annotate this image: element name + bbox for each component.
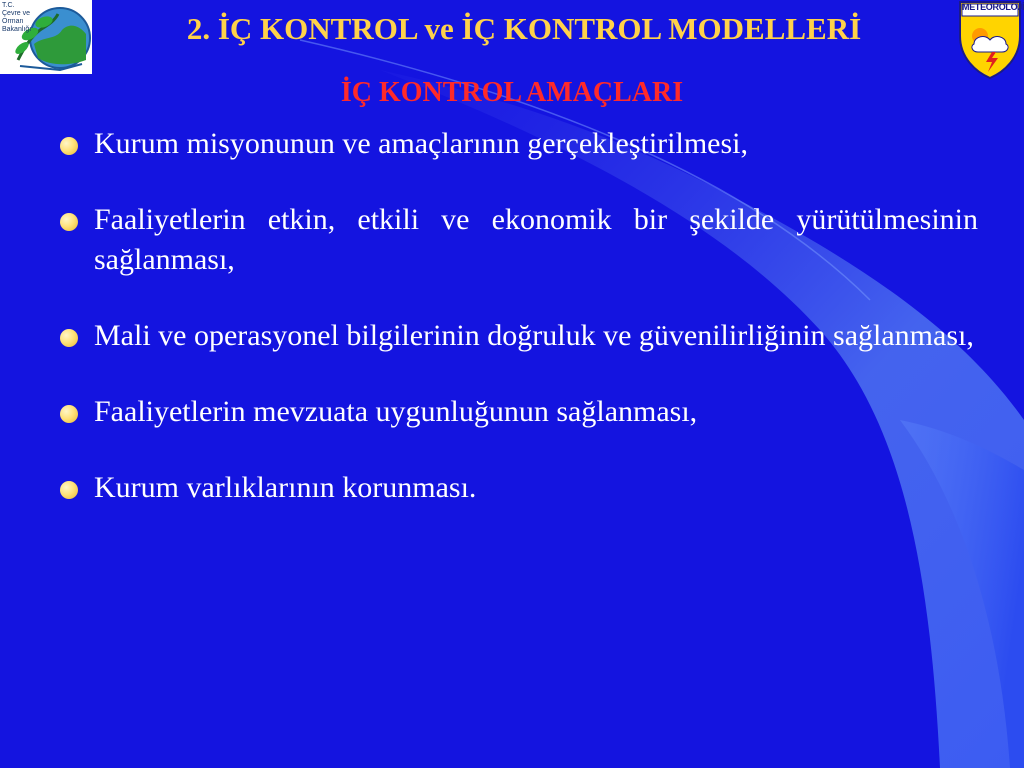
ministry-logo bbox=[0, 0, 92, 74]
bullet-item bbox=[58, 392, 978, 432]
slide-subtitle: İÇ KONTROL AMAÇLARI bbox=[340, 77, 684, 108]
bullet-text: Kurum misyonunun ve amaçlarının gerçekleştirilmesi, bbox=[94, 127, 748, 160]
bullet-list bbox=[58, 124, 978, 508]
bullet-dot-icon bbox=[60, 329, 78, 347]
bullet-dot-icon bbox=[60, 213, 78, 231]
bullet-dot-icon bbox=[60, 405, 78, 423]
bullet-item bbox=[58, 316, 978, 356]
bullet-text: Faaliyetlerin etkin, etkili ve ekonomik bir şekilde yürütülmesinin sağlanması, bbox=[94, 203, 978, 276]
meteoroloji-logo bbox=[956, 0, 1024, 80]
ministry-logo-line: Çevre ve Orman bbox=[2, 10, 31, 25]
bullet-dot-icon bbox=[60, 137, 78, 155]
bullet-item bbox=[58, 124, 978, 164]
slide-title: 2. İÇ KONTROL ve İÇ KONTROL MODELLERİ bbox=[186, 11, 862, 46]
bullet-text: Kurum varlıklarının korunması. bbox=[94, 471, 477, 504]
bullet-item bbox=[58, 200, 978, 280]
bullet-text: Faaliyetlerin mevzuata uygunluğunun sağlanması, bbox=[94, 395, 698, 428]
meteoroloji-logo-text: METEOROLOJİ bbox=[962, 2, 1024, 12]
meteoroloji-shield-icon bbox=[956, 0, 1024, 80]
ministry-logo-line: T.C. bbox=[2, 2, 15, 9]
bullet-text: Mali ve operasyonel bilgilerinin doğruluk ve güvenilirliğinin sağlanması, bbox=[94, 319, 974, 352]
ministry-logo-line: Bakanlığı bbox=[2, 26, 32, 33]
bullet-item bbox=[58, 468, 978, 508]
ministry-logo-text bbox=[2, 2, 42, 34]
bullet-dot-icon bbox=[60, 481, 78, 499]
